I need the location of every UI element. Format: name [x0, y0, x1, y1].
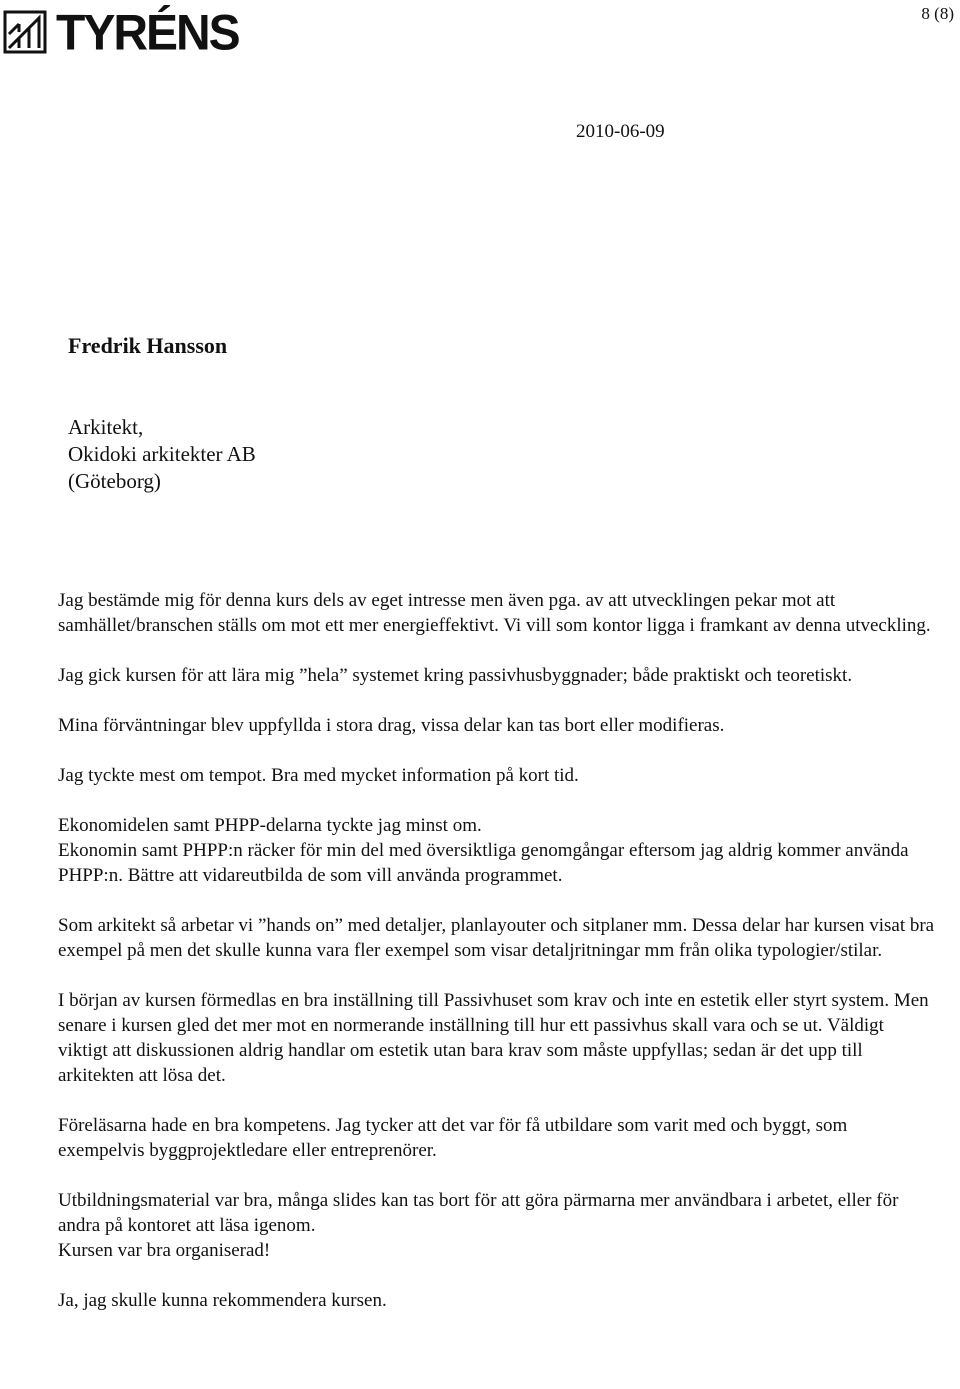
- paragraph: Kursen var bra organiserad!: [58, 1240, 271, 1261]
- paragraph: Ekonomidelen samt PHPP-delarna tyckte jag minst om.: [58, 815, 482, 836]
- paragraph: Ja, jag skulle kunna rekommendera kursen.: [58, 1290, 387, 1311]
- person-company: Okidoki arkitekter AB: [68, 442, 256, 466]
- paragraph: Jag tyckte mest om tempot. Bra med mycket information på kort tid.: [58, 765, 579, 786]
- logo-mark-icon: [3, 10, 47, 54]
- person-name: Fredrik Hansson: [68, 333, 228, 358]
- paragraph: Föreläsarna hade en bra kompetens. Jag tycker att det var för få utbildare som varit med och byggt, som exempelvis byggprojektledare eller entreprenörer.: [58, 1115, 848, 1161]
- person-affiliation: [68, 414, 256, 495]
- page-number: 8 (8): [921, 4, 954, 23]
- tyrens-logo: [3, 5, 239, 62]
- paragraph: I början av kursen förmedlas en bra inställning till Passivhuset som krav och inte en estetik eller styrt system. Men senare i kursen gled det mer mot en normerande inställning till hur ett passivhus skall vara och se ut. Väldigt viktigt att diskussionen aldrig handlar om estetik utan bara krav som måste uppfyllas; sedan är det upp till arkitekten att lösa det.: [58, 990, 929, 1086]
- paragraph: Som arkitekt så arbetar vi ”hands on” med detaljer, planlayouter och sitplaner mm. Dessa delar har kursen visat bra exempel på men det skulle kunna vara fler exempel som visar detaljritningar mm från olika typologier/stilar.: [58, 915, 935, 961]
- paragraph: Jag bestämde mig för denna kurs dels av eget intresse men även pga. av att utvecklingen pekar mot att samhället/branschen ställs om mot ett mer energieffektivt. Vi vill som kontor ligga i framkant av denna utveckling.: [58, 590, 931, 636]
- person-title: Arkitekt,: [68, 415, 144, 439]
- document-body: [58, 588, 938, 1313]
- person-city: (Göteborg): [68, 469, 161, 493]
- paragraph: Utbildningsmaterial var bra, många slides kan tas bort för att göra pärmarna mer användbara i arbetet, eller för andra på kontoret att läsa igenom.: [58, 1190, 899, 1236]
- paragraph: Mina förväntningar blev uppfyllda i stora drag, vissa delar kan tas bort eller modifieras.: [58, 715, 725, 736]
- logo-wordmark: TYRÉNS: [56, 5, 239, 62]
- paragraph: Jag gick kursen för att lära mig ”hela” systemet kring passivhusbyggnader; både praktiskt och teoretiskt.: [58, 665, 853, 686]
- paragraph: Ekonomin samt PHPP:n räcker för min del med översiktliga genomgångar eftersom jag aldrig kommer använda PHPP:n. Bättre att vidareutbilda de som vill använda programmet.: [58, 840, 909, 886]
- document-date: 2010-06-09: [576, 121, 665, 142]
